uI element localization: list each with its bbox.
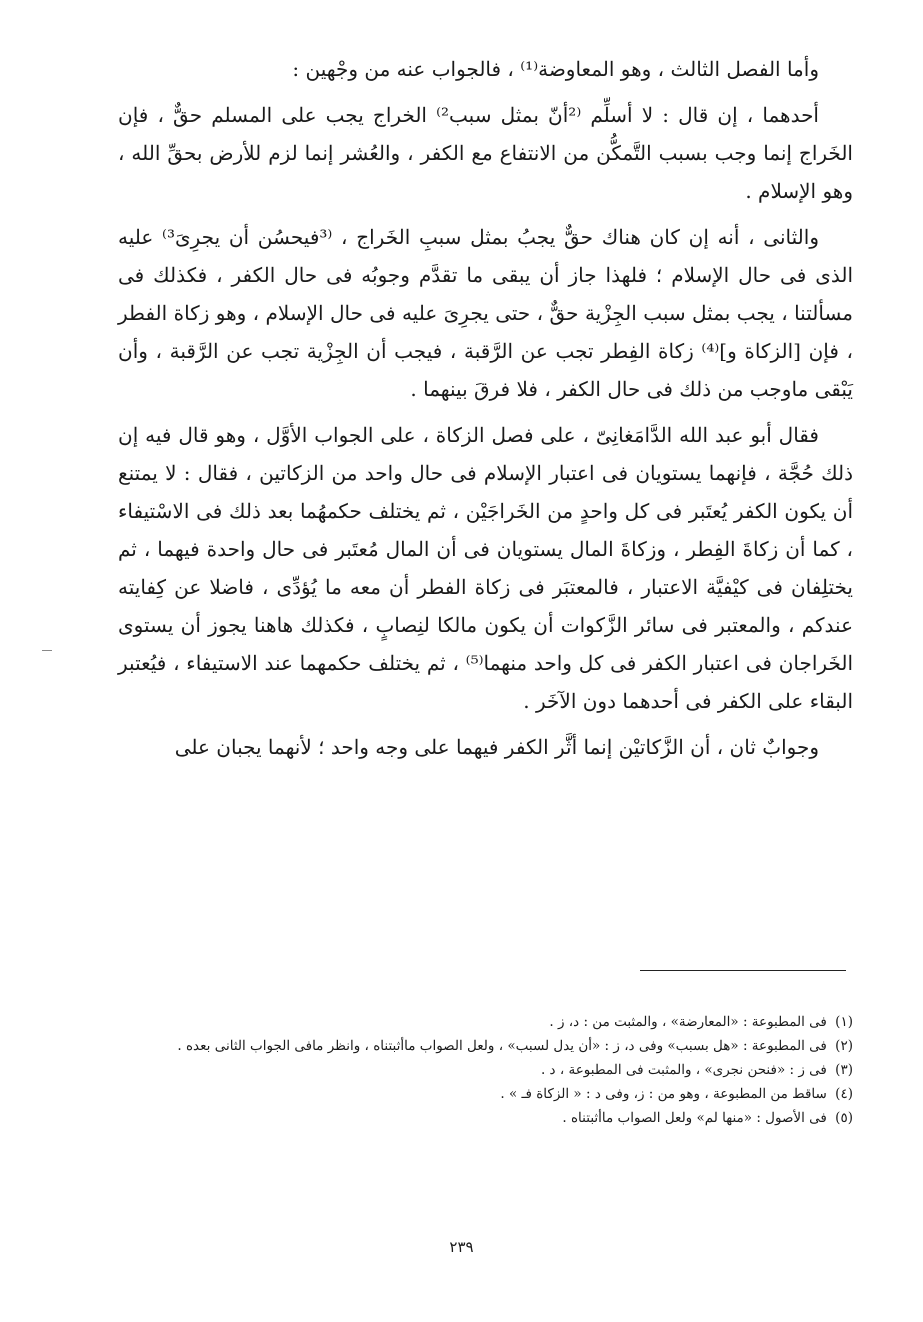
paragraph-2: أحدهما ، إن قال : لا أسلِّم ⁽²أنّ بمثل سبب²⁾ الخراج يجب على المسلم حقٌّ ، فإن الخَراج إنما وجب بسبب التَّمكُّن من الانتفاع مع الكفر ، والعُشر إنما لزم للأرض بحقِّ الله ، وهو الإسلام . xyxy=(118,103,853,203)
footnote-2 xyxy=(118,1034,853,1058)
footnote-number: (٥) xyxy=(835,1110,853,1126)
body-text xyxy=(118,50,853,766)
paragraph-1: وأما الفصل الثالث ، وهو المعاوضة⁽¹⁾ ، فالجواب عنه من وجْهين : xyxy=(292,57,819,81)
footnote-text: فى الأصول : «منها لم» ولعل الصواب ماأثبتناه . xyxy=(562,1110,827,1126)
footnote-number: (١) xyxy=(835,1014,853,1030)
footnote-1 xyxy=(118,1010,853,1034)
footnote-5 xyxy=(118,1106,853,1130)
main-text xyxy=(118,50,853,766)
footnote-text: فى المطبوعة : «المعارضة» ، والمثبت من : د، ز . xyxy=(549,1014,827,1030)
paragraph-3: والثانى ، أنه إن كان هناك حقٌّ يجبُ بمثل سببِ الخَراج ، ⁽³فيحسُن أن يجرِىَ³⁾ عليه الذى فى حال الإسلام ؛ فلهذا جاز أن يبقى ما تقدَّم وجوبُه فى حال الكفر ، فكذلك فى مسألتنا ، يجب بمثل سبب الجِزْية حقٌّ ، حتى يجرِىَ عليه فى حال الإسلام ، وهو زكاة الفطر ، فإن [الزكاة و]⁽⁴⁾ زكاة الفِطر تجب عن الرَّقبة ، فيجب أن الجِزْية تجب عن الرَّقبة ، وأن يَبْقى ماوجب من ذلك فى حال الكفر ، فلا فرقَ بينهما . xyxy=(118,225,853,401)
paragraph-5: وجوابٌ ثان ، أن الزَّكاتيْن إنما أثَّر الكفر فيهما على وجه واحد ؛ لأنهما يجبان على xyxy=(174,735,819,759)
footnote-3 xyxy=(118,1058,853,1082)
footnote-text: ساقط من المطبوعة ، وهو من : ز، وفى د : « الزكاة فـ » . xyxy=(500,1086,827,1102)
footnote-text: فى ز : «فنحن نجرى» ، والمثبت فى المطبوعة ، د . xyxy=(540,1062,827,1078)
paragraph-4: فقال أبو عبد الله الدَّامَغانِىّ ، على فصل الزكاة ، على الجواب الأوَّل ، وهو قال فيه إن ذلك حُجَّة ، فإنهما يستويان فى اعتبار الإسلام فى حال واحد من الزكاتين ، فقال : لا يمتنع أن يكون الكفر يُعتَبر فى كل واحدٍ من الخَراجَيْن ، ثم يختلف حكمهُما بعد ذلك فى الاسْتيفاء ، كما أن زكاةَ الفِطر ، وزكاةَ المال يستويان فى أن المال مُعتَبر فى حال واحدة فيهما ، ثم يختلِفان فى كيْفيَّة الاعتبار ، فالمعتبَر فى زكاة الفطر أن معه ما يُؤدِّى ، فاضلا عن كِفايته عندكم ، والمعتبر فى سائر الزَّكوات أن يكون مالكا لنِصابٍ ، فكذلك هاهنا يجوز أن يستوى الخَراجان فى اعتبار الكفر فى كل واحد منهما⁽⁵⁾ ، ثم يختلف حكمهما عند الاستيفاء ، فيُعتبر البقاء على الكفر فى أحدهما دون الآخَر . xyxy=(118,423,853,713)
page-number: ٢٣٩ xyxy=(449,1238,474,1256)
footnote-4 xyxy=(118,1082,853,1106)
footnote-number: (٢) xyxy=(835,1038,853,1054)
margin-mark xyxy=(42,650,52,651)
footnote-number: (٤) xyxy=(835,1086,853,1102)
footnotes xyxy=(118,1010,853,1130)
footnote-number: (٣) xyxy=(835,1062,853,1078)
footnote-text: فى المطبوعة : «هل بسبب» وفى د، ز : «أن يدل لسبب» ، ولعل الصواب ماأثبتناه ، وانظر مافى الجواب الثانى بعده . xyxy=(177,1038,827,1054)
footnote-divider xyxy=(640,970,846,971)
